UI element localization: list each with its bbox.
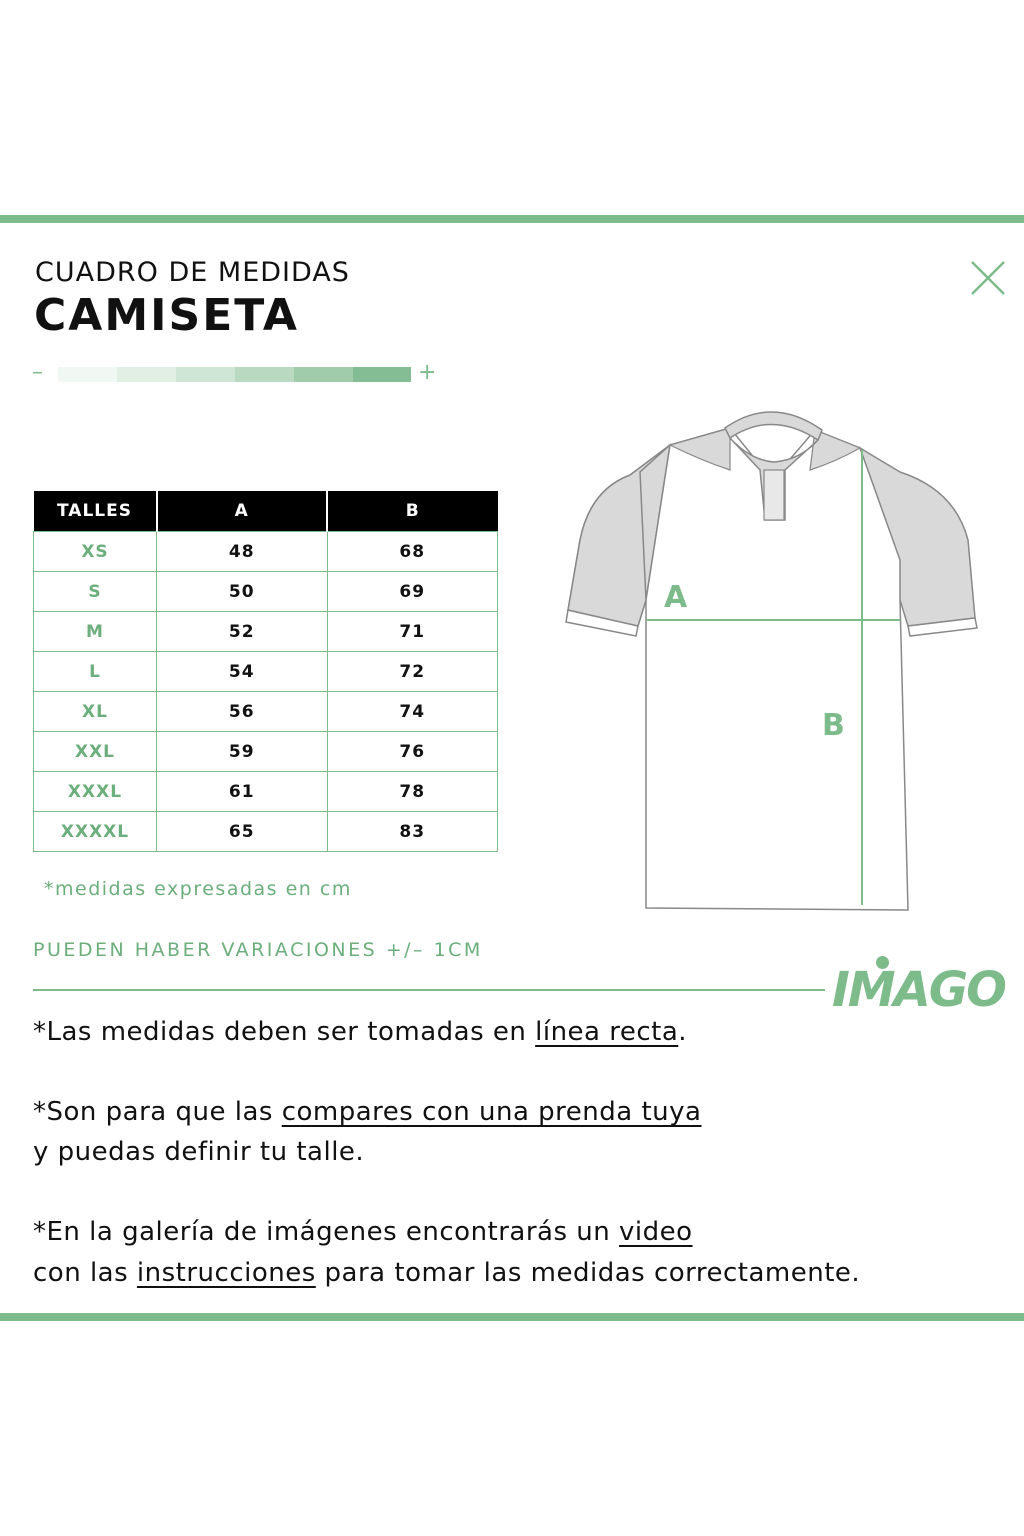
shirt-diagram [560,400,985,915]
header-talles: TALLES [34,491,157,532]
instruction-line-4 [33,1212,693,1252]
size-cell: XXXL [34,772,157,812]
size-cell: M [34,612,157,652]
fit-scale [30,362,450,386]
table-row [34,812,498,852]
instruction-text: *Son para que las [33,1097,282,1127]
measure-b-cell: 72 [327,652,498,692]
size-cell: XS [34,532,157,572]
measure-a-cell: 56 [157,692,328,732]
scale-segment [117,367,176,382]
placket-shape [764,470,784,520]
instruction-text: . [678,1017,688,1047]
measure-b-cell: 71 [327,612,498,652]
measure-b-cell: 76 [327,732,498,772]
instruction-text: *En la galería de imágenes encontrarás un [33,1217,620,1247]
scale-plus-label: + [418,360,437,385]
header-b: B [327,491,498,532]
measure-b-cell: 83 [327,812,498,852]
close-icon [968,258,1008,298]
instruction-text: y puedas definir tu talle. [33,1137,365,1167]
size-cell: S [34,572,157,612]
size-cell: XXXXL [34,812,157,852]
measure-a-cell: 52 [157,612,328,652]
table-row [34,772,498,812]
instruction-emphasis: instrucciones [136,1258,316,1288]
header-a: A [157,491,328,532]
measure-b-cell: 78 [327,772,498,812]
diagram-label-a: A [664,580,688,615]
units-note: *medidas expresadas en cm [44,878,352,900]
measure-a-cell: 61 [157,772,328,812]
scale-segment [294,367,353,382]
scale-segment [176,367,235,382]
table-row [34,612,498,652]
instruction-line-5 [33,1253,860,1293]
close-button[interactable] [968,258,1008,298]
bottom-accent-bar [0,1313,1024,1321]
size-cell: L [34,652,157,692]
instruction-emphasis: línea recta [535,1017,679,1047]
collar-shape [725,412,822,440]
scale-segment [235,367,294,382]
instruction-emphasis: video [619,1217,693,1247]
size-cell: XXL [34,732,157,772]
brand-logo: IMAGO [832,962,1005,1018]
table-row [34,572,498,612]
size-cell: XL [34,692,157,732]
instruction-text: para tomar las medidas correctamente. [315,1258,861,1288]
table-row [34,692,498,732]
instruction-text: *Las medidas deben ser tomadas en [33,1017,536,1047]
scale-minus-label: – [32,360,43,385]
scale-segment [353,367,411,382]
measure-b-cell: 68 [327,532,498,572]
instruction-line-1 [33,1012,687,1052]
measure-a-cell: 59 [157,732,328,772]
instruction-text: con las [33,1258,137,1288]
diagram-label-b: B [822,708,845,743]
divider-line [33,989,825,991]
table-row [34,732,498,772]
variations-note: PUEDEN HABER VARIACIONES +/– 1CM [33,939,483,961]
instruction-emphasis: compares con una prenda tuya [281,1097,702,1127]
measure-b-cell: 74 [327,692,498,732]
top-accent-bar [0,215,1024,223]
table-header-row [34,491,498,532]
measure-a-cell: 54 [157,652,328,692]
page-title: CAMISETA [34,290,299,341]
measure-a-cell: 65 [157,812,328,852]
measure-a-cell: 50 [157,572,328,612]
instruction-line-3 [33,1132,364,1172]
measure-b-cell: 69 [327,572,498,612]
measure-a-cell: 48 [157,532,328,572]
instruction-line-2 [33,1092,701,1132]
size-table [33,491,498,852]
table-row [34,652,498,692]
scale-segment [58,367,117,382]
page-subtitle: CUADRO DE MEDIDAS [35,257,350,288]
table-row [34,532,498,572]
